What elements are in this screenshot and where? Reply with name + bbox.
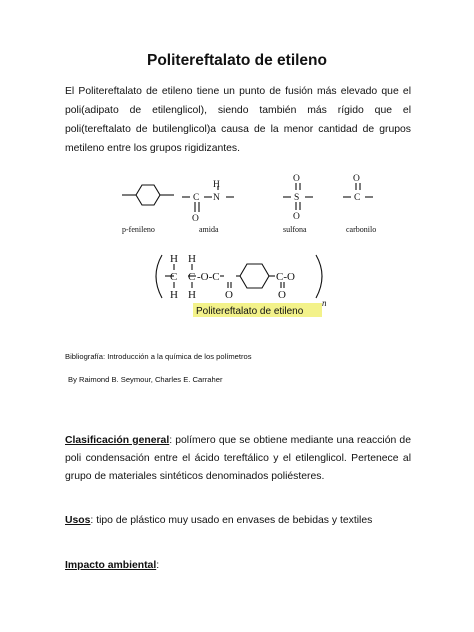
chain-ester-left: -O-C xyxy=(197,271,220,283)
label-sulfona: sulfona xyxy=(283,225,307,234)
clasificacion-section xyxy=(65,432,411,486)
label-amida: amida xyxy=(199,225,219,234)
impacto-label: Impacto ambiental xyxy=(65,560,157,571)
atom-h-amida: H xyxy=(213,180,220,190)
intro-paragraph: El Politereftalato de etileno tiene un punto de fusión más elevado que el poli(adipato de etilenglicol), siendo también más rígido que el poli(tereftalato de butilenglicol)a causa de la menor cantidad de grupos metileno entre los grupos rigidizantes. xyxy=(65,86,411,154)
usos-section xyxy=(65,512,411,530)
atom-o-sulfona-top: O xyxy=(293,174,300,184)
document-title: Politereftalato de etileno xyxy=(146,52,327,69)
atom-o-amida: O xyxy=(192,214,199,224)
atom-h-2-bottom: H xyxy=(188,289,196,301)
atom-n-amida: N xyxy=(213,193,220,203)
chain-ester-right: C-O xyxy=(276,271,295,283)
usos-text: : tipo de plástico muy usado en envases de bebidas y textiles xyxy=(90,515,373,526)
label-p-fenileno: p-fenileno xyxy=(122,225,155,234)
atom-o-ester-left: O xyxy=(225,289,233,301)
atom-h-1-top: H xyxy=(170,253,178,265)
bibliography-line-1: Bibliografía: Introducción a la química de los polímetros xyxy=(65,352,252,361)
usos-label: Usos xyxy=(65,515,91,526)
atom-c-2: C xyxy=(188,271,196,283)
atom-c-amida: C xyxy=(193,193,200,203)
clasificacion-label: Clasificación general xyxy=(65,435,170,446)
bibliography-line-2: By Raimond B. Seymour, Charles E. Carraher xyxy=(68,375,223,384)
atom-s-sulfona: S xyxy=(294,193,300,203)
atom-o-sulfona-bottom: O xyxy=(293,212,300,222)
atom-h-1-bottom: H xyxy=(170,289,178,301)
atom-o-ester-right: O xyxy=(278,289,286,301)
atom-c-1: C xyxy=(170,271,178,283)
atom-h-2-top: H xyxy=(188,253,196,265)
atom-c-carbonilo: C xyxy=(354,193,361,203)
impacto-text: : xyxy=(156,560,160,571)
polymer-caption: Politereftalato de etileno xyxy=(196,306,304,317)
label-carbonilo: carbonilo xyxy=(346,225,377,234)
impacto-section xyxy=(65,557,411,575)
atom-o-carbonilo: O xyxy=(353,174,360,184)
clasificacion-text: : polímero que se obtiene mediante una reacción de poli condensación entre el ácido tereftálico y el etilenglicol. Pertenece al grupo de materiales sintéticos denominados poliésteres. xyxy=(65,435,411,482)
subscript-n: n xyxy=(322,298,327,308)
